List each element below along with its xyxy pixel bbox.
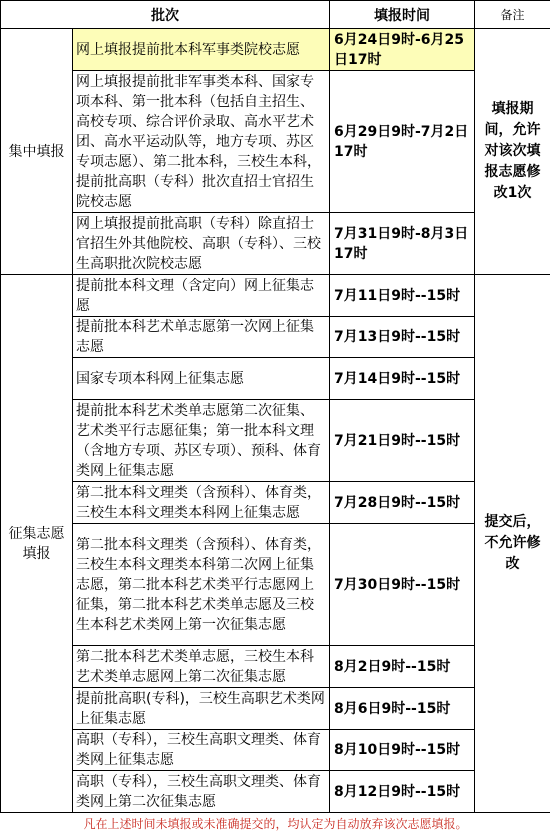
time-cell: 7月14日9时--15时 (330, 358, 475, 400)
time-cell: 7月11日9时--15时 (330, 275, 475, 317)
table-row (1, 71, 550, 213)
table-row (1, 771, 550, 813)
time-header: 填报时间 (330, 1, 475, 29)
time-cell: 7月21日9时--15时 (330, 400, 475, 482)
batch-cell: 网上填报提前批本科军事类院校志愿 (73, 29, 330, 71)
remark-centralized: 填报期间，允许对该次填报志愿修改1次 (475, 29, 550, 275)
table-row (1, 29, 550, 71)
batch-cell: 提前批高职(专科)，三校生高职艺术类网上征集志愿 (73, 688, 330, 730)
header-row (1, 1, 550, 29)
footer-row (1, 813, 550, 832)
table-row (1, 646, 550, 688)
note-header: 备注 (475, 1, 550, 29)
footer-note: 凡在上述时间未填报或未准确提交的，均认定为自动放弃该次志愿填报。 (1, 813, 550, 832)
batch-cell: 网上填报提前批高职（专科）除直招士官招生外其他院校、高职（专科）、三校生高职批次院校志愿 (73, 213, 330, 275)
time-cell: 8月12日9时--15时 (330, 771, 475, 813)
batch-cell: 网上填报提前批非军事类本科、国家专项本科、第一批本科（包括自主招生、高校专项、综合评价录取、高水平艺术团、高水平运动队等，地方专项、苏区专项志愿）、第二批本科，三校生本科，提前批高职（专科）批次直招士官招生院校志愿 (73, 71, 330, 213)
batch-cell: 高职（专科），三校生高职文理类、体育类网上征集志愿 (73, 730, 330, 771)
batch-cell: 第二批本科艺术类单志愿，三校生本科艺术类单志愿网上第二次征集志愿 (73, 646, 330, 688)
batch-cell: 国家专项本科网上征集志愿 (73, 358, 330, 400)
table-row (1, 275, 550, 317)
table-row (1, 213, 550, 275)
time-cell: 6月29日9时-7月2日17时 (330, 71, 475, 213)
time-cell: 8月2日9时--15时 (330, 646, 475, 688)
time-cell: 7月31日9时-8月3日17时 (330, 213, 475, 275)
time-cell: 8月6日9时--15时 (330, 688, 475, 730)
time-cell: 7月30日9时--15时 (330, 524, 475, 646)
batch-cell: 高职（专科），三校生高职文理类、体育类网上第二次征集志愿 (73, 771, 330, 813)
time-cell: 8月10日9时--15时 (330, 730, 475, 771)
table-row (1, 358, 550, 400)
batch-cell: 提前批本科艺术单志愿第一次网上征集志愿 (73, 317, 330, 358)
table-row (1, 317, 550, 358)
table-row (1, 688, 550, 730)
batch-cell: 第二批本科文理类（含预科）、体育类，三校生本科文理类本科第二次网上征集志愿，第二批本科艺术类平行志愿网上征集，第二批本科艺术类单志愿及三校生本科艺术类网上第一次征集志愿 (73, 524, 330, 646)
time-cell: 6月24日9时-6月25日17时 (330, 29, 475, 71)
batch-cell: 第二批本科文理类（含预科）、体育类，三校生本科文理类本科网上征集志愿 (73, 482, 330, 524)
category-solicitation: 征集志愿填报 (1, 275, 73, 813)
time-cell: 7月13日9时--15时 (330, 317, 475, 358)
table-row (1, 482, 550, 524)
batch-cell: 提前批本科文理（含定向）网上征集志愿 (73, 275, 330, 317)
table-row (1, 730, 550, 771)
table-row (1, 524, 550, 646)
batch-cell: 提前批本科艺术类单志愿第二次征集、艺术类平行志愿征集；第一批本科文理（含地方专项、苏区专项）、预科、体育类网上征集志愿 (73, 400, 330, 482)
time-cell: 7月28日9时--15时 (330, 482, 475, 524)
remark-solicitation: 提交后，不允许修改 (475, 275, 550, 813)
batch-header: 批次 (1, 1, 330, 29)
category-centralized: 集中填报 (1, 29, 73, 275)
table-row (1, 400, 550, 482)
